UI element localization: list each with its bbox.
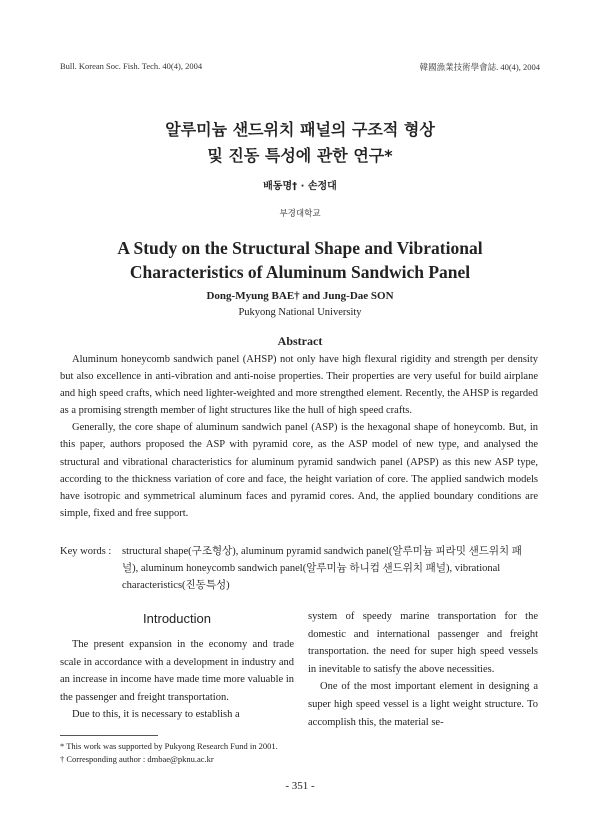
korean-title-line-1: 알루미늄 샌드위치 패널의 구조적 형상 [165,120,435,139]
english-title [0,236,600,284]
footnote-corresponding-author: † Corresponding author : dmbae@pknu.ac.kr [60,754,214,764]
korean-title-line-2: 및 진동 특성에 관한 연구* [207,146,393,165]
footnote-funding: * This work was supported by Pukyong Research Fund in 2001. [60,741,278,751]
english-title-line-2: Characteristics of Aluminum Sandwich Panel [129,262,471,282]
keywords-text: structural shape(구조형상), aluminum pyramid sandwich panel(알루미늄 피라밋 샌드위치 패널), aluminum honeycomb sandwich panel(알루미늄 하니컴 샌드위치 패널), vibrational characteristics(진동특성) [122,546,522,591]
right-column [308,608,538,731]
left-column [60,636,294,724]
english-authors: Dong-Myung BAE† and Jung-Dae SON [206,290,394,302]
running-header-right: 韓國漁業技術學會誌. 40(4), 2004 [419,62,540,72]
korean-affiliation: 부경대학교 [279,209,321,219]
intro-left-paragraph-2: Due to this, it is necessary to establish a [72,709,240,721]
abstract-body [60,351,538,522]
intro-right-paragraph-1: system of speedy marine transportation for the domestic and international passenger and freight transportation. the need for super high speed vessels in inevitable to satisfy the above necessities. [308,611,538,675]
introduction-heading: Introduction [143,611,211,626]
footnote-rule [60,735,158,736]
english-title-line-1: A Study on the Structural Shape and Vibrational [117,238,483,258]
intro-right-paragraph-2: One of the most important element in designing a super high speed vessel is a light weight structure. To accomplish this, the material se- [308,681,538,728]
abstract-paragraph-2: Generally, the core shape of aluminum sandwich panel (ASP) is the hexagonal shape of honeycomb. But, in this paper, authors proposed the ASP with pyramid core, as the ASP model of new type, and analysed the structural and vibrational characteristics for aluminum pyramid sandwich panel (APSP) as this new ASP type, according to the thickness variation of core and face, the height variation of core. The applied sandwich models have isotropic and symmetrical aluminum faces and pyramid cores. And, the applied boundary conditions are simple, fixed and free support. [60,422,538,519]
korean-authors: 배동명† · 손정대 [263,181,337,192]
running-header-left: Bull. Korean Soc. Fish. Tech. 40(4), 2004 [60,61,203,71]
keywords-label: Key words : [60,546,112,557]
page-number: - 351 - [285,780,315,792]
keywords [60,543,538,594]
abstract-paragraph-1: Aluminum honeycomb sandwich panel (AHSP) not only have high flexural rigidity and strength per density but also excellence in anti-vibration and anti-noise properties. Their properties are very useful for build airplane and high speed crafts, which need lighter-weighted and more strengthed element. Recently, the AHSP is regarded as a promising strength member of light structures like the hull of high speed crafts. [60,354,538,417]
abstract-heading: Abstract [277,334,323,348]
korean-title [0,117,600,169]
intro-left-paragraph-1: The present expansion in the economy and trade scale in accordance with a development in industry and an increase in income have made time more valuable in the passenger and freight transportation. [60,639,294,703]
english-affiliation: Pukyong National University [238,307,362,318]
